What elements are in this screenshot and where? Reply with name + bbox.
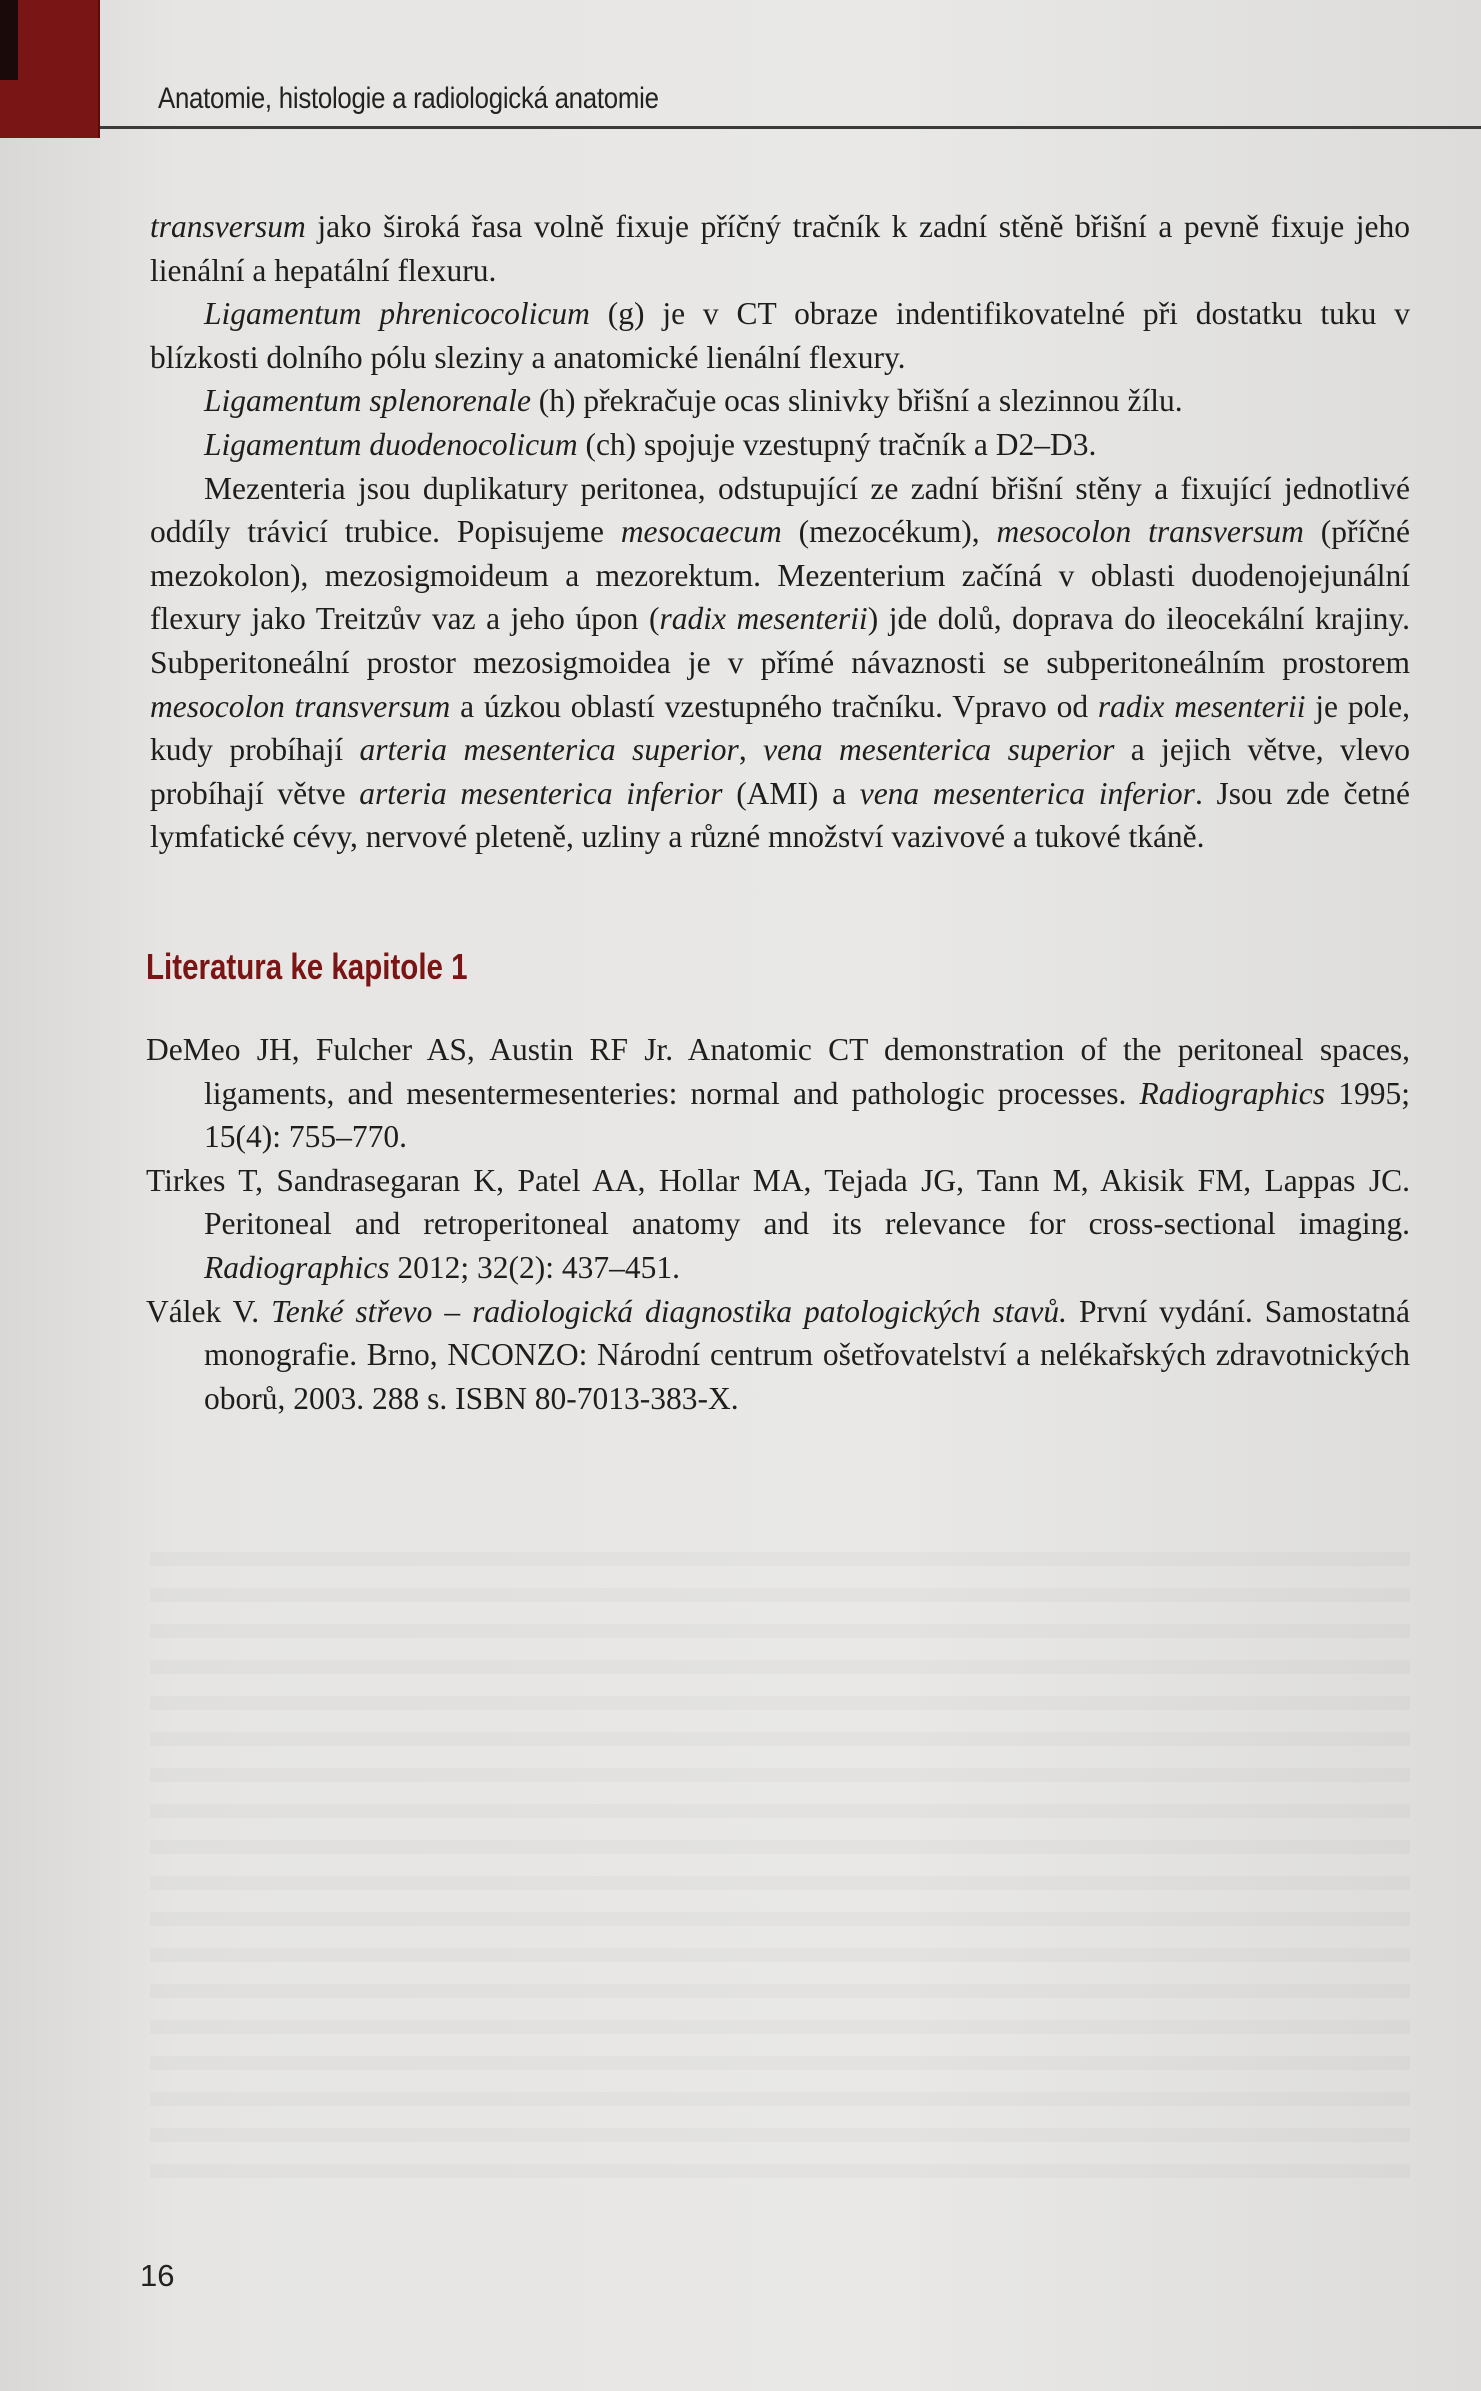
text-run: (AMI) a [722, 775, 860, 811]
text-run: (příčné mezokolon), mezosigmoideum a mezorektum. Mezenterium začíná v oblasti duodenojejunální flexury jako Treitzův vaz a jeho úpon ( [150, 514, 1410, 637]
term: vena mesenterica superior [763, 732, 1115, 768]
text-run: a jejich větve, vlevo probíhají větve [150, 732, 1410, 811]
body-text [150, 205, 1410, 859]
text-run: 2012; 32(2): 437–451. [389, 1249, 680, 1285]
reference-item [146, 1028, 1410, 1159]
term: mesocaecum [620, 514, 782, 550]
term: mesocolon transversum [996, 514, 1304, 550]
term: radix mesenterii [659, 601, 868, 637]
text-run: 1995; 15(4): 755–770. [204, 1075, 1410, 1155]
term: transversum [150, 209, 306, 244]
page-number: 16 [140, 2258, 175, 2293]
text-run: jako široká řasa volně fixuje příčný tračník k zadní stěně břišní a pevně fixuje jeho lienální a hepatální flexuru. [150, 209, 1410, 288]
term: arteria mesenterica superior [359, 732, 739, 768]
term: arteria mesenterica inferior [359, 775, 723, 811]
text-run: Tirkes T, Sandrasegaran K, Patel AA, Hollar MA, Tejada JG, Tann M, Akisik FM, Lappas JC. Peritoneal and retroperitoneal anatomy and its relevance for cross-sectional imaging. [146, 1162, 1410, 1242]
paragraph-mesocolon [150, 205, 1410, 292]
references-list [146, 1028, 1410, 1420]
reference-item [146, 1290, 1410, 1421]
text-run: je pole, kudy probíhají [150, 688, 1410, 768]
chapter-tab-marker [0, 0, 18, 80]
text-run: ) jde dolů, doprava do ileocekální krajiny. Subperitoneální prostor mezosigmoidea je v přímé návaznosti se subperitoneálním prostorem [150, 601, 1410, 680]
header-rule [100, 126, 1481, 129]
references-heading: Literatura ke kapitole 1 [146, 946, 468, 987]
term: Ligamentum duodenocolicum [204, 426, 578, 462]
term: vena mesenterica inferior [859, 775, 1195, 811]
show-through-texture [150, 1530, 1410, 2190]
text-run: (g) je v CT obraze indentifikovatelné při dostatku tuku v blízkosti dolního pólu sleziny a anatomické lienální flexury. [150, 296, 1410, 375]
text-run: . Jsou zde četné lymfatické cévy, nervové pleteně, uzliny a různé množství vazivové a tukové tkáně. [150, 775, 1410, 855]
reference-item [146, 1159, 1410, 1290]
text-run: DeMeo JH, Fulcher AS, Austin RF Jr. Anatomic CT demonstration of the peritoneal spaces, ligaments, and mesentermesenteries: normal and pathologic processes. [146, 1032, 1410, 1111]
text-run: Mezenteria jsou duplikatury peritonea, odstupující ze zadní břišní stěny a fixující jednotlivé oddíly trávicí trubice. Popisujeme [150, 470, 1410, 550]
book-title: Tenké střevo – radiologická diagnostika patologických stavů. [271, 1293, 1067, 1329]
text-run: a úzkou oblastí vzestupného tračníku. Vpravo od [450, 688, 1098, 724]
journal-title: Radiographics [204, 1249, 390, 1285]
running-header-title: Anatomie, histologie a radiologická anatomie [158, 82, 659, 115]
text-run: (h) překračuje ocas slinivky břišní a slezinnou žílu. [530, 383, 1183, 419]
text-run: Válek V. [146, 1293, 272, 1329]
term: Ligamentum splenorenale [204, 383, 531, 419]
term: radix mesenterii [1097, 688, 1306, 724]
paragraph-phrenicocolicum [150, 292, 1410, 379]
paragraph-duodenocolicum [150, 423, 1410, 467]
text-run: (mezocékum), [781, 514, 997, 550]
term: Ligamentum phrenicocolicum [204, 296, 590, 332]
journal-title: Radiographics [1139, 1075, 1326, 1111]
text-run: První vydání. Samostatná monografie. Brno, NCONZO: Národní centrum ošetřovatelství a nelékařských zdravotnických oborů, 2003. 288 s. ISBN 80-7013-383-X. [204, 1293, 1410, 1416]
text-run: , [738, 732, 764, 768]
term: mesocolon transversum [150, 688, 451, 724]
paragraph-splenorenale [150, 379, 1410, 423]
text-run: (ch) spojuje vzestupný tračník a D2–D3. [577, 426, 1097, 462]
paragraph-mesenteria [150, 467, 1410, 859]
